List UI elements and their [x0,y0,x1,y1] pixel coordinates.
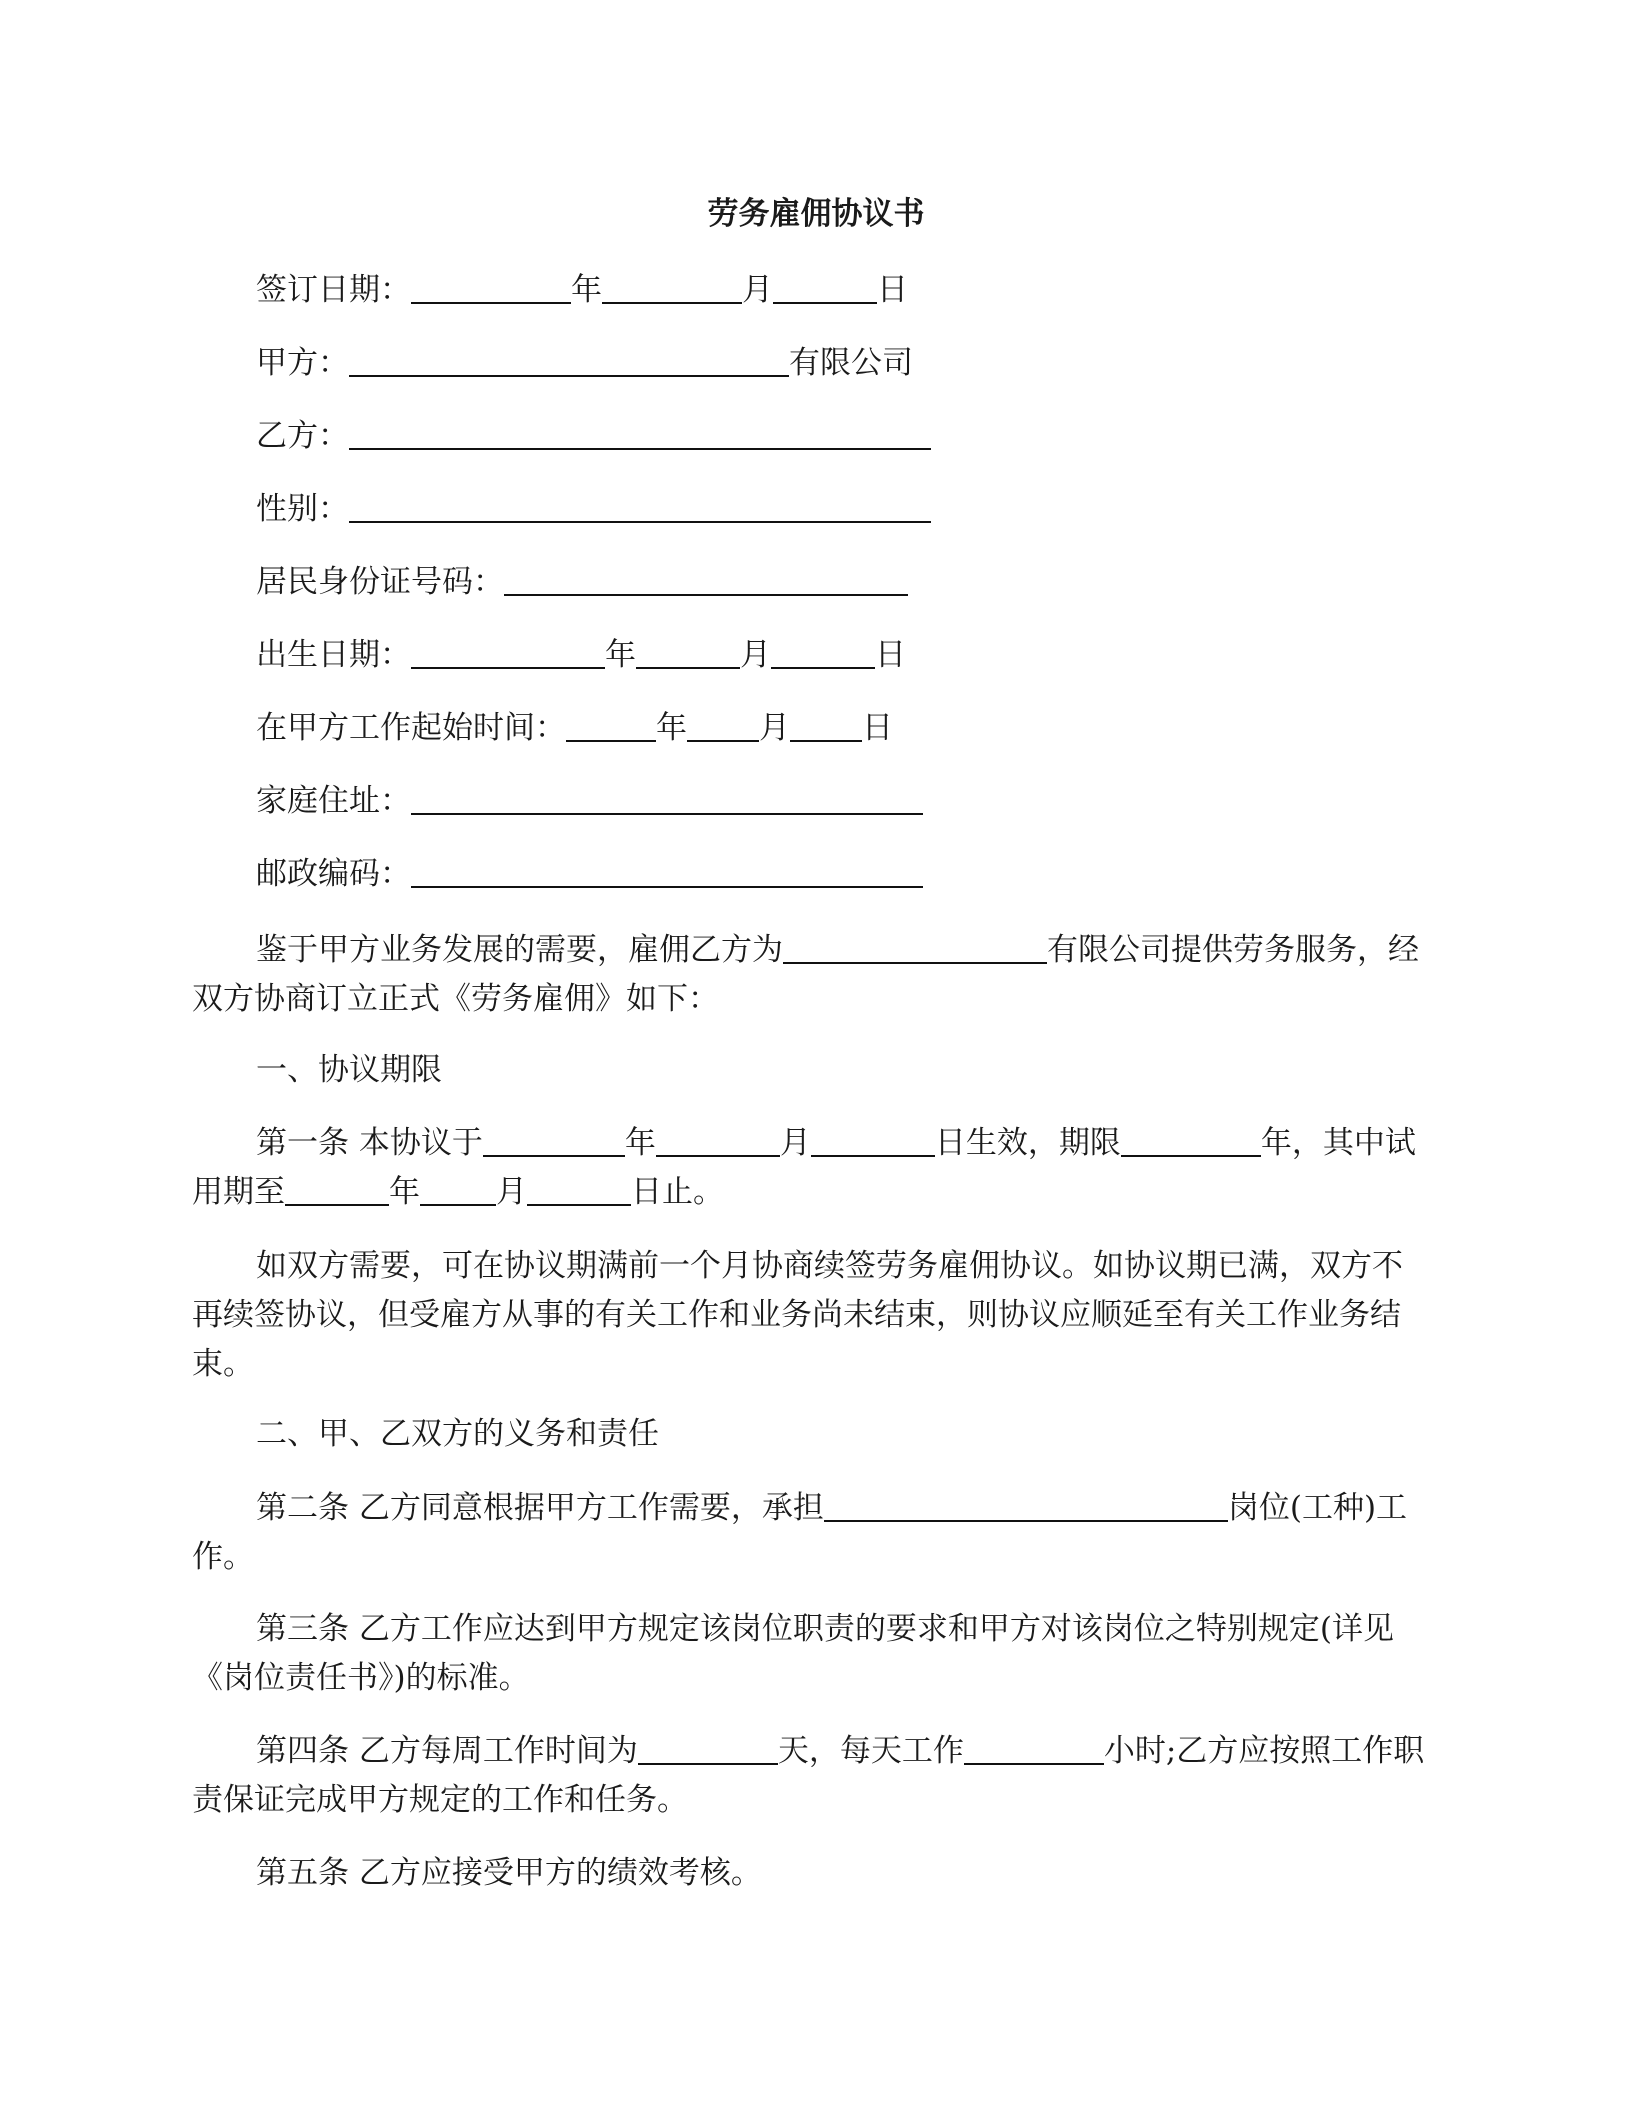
article-5-paragraph [192,1849,1432,1898]
year-text: 年 [571,272,602,308]
year-text: 年 [624,1125,656,1161]
sign-month-blank[interactable] [602,272,742,304]
gender-line [256,487,931,531]
sign-date-line [256,268,908,312]
start-date-line [256,706,893,750]
sign-year-blank[interactable] [411,272,571,304]
preamble-company-blank[interactable] [783,932,1047,964]
birth-year-blank[interactable] [411,637,605,669]
party-a-line [256,341,913,385]
article-4-text: 小时;乙方应按照工作职责保证完成甲方规定的工作和任务。 [192,1733,1425,1818]
day-text: 日 [862,710,893,746]
probation-month-blank[interactable] [420,1174,496,1206]
preamble-paragraph [192,926,1432,1024]
section-2-heading: 二、甲、乙双方的义务和责任 [256,1416,659,1452]
postcode-line [256,852,923,896]
article-3-text: 第三条 乙方工作应达到甲方规定该岗位职责的要求和甲方对该岗位之特别规定(详见《岗位责任书》)的标准。 [192,1611,1394,1696]
effective-day-blank[interactable] [811,1125,935,1157]
article-4-text: 第四条 乙方每周工作时间为 [256,1733,638,1769]
sign-day-blank[interactable] [773,272,877,304]
party-a-blank[interactable] [349,345,789,377]
article-3-paragraph [192,1605,1432,1703]
party-a-label: 甲方： [256,345,349,381]
term-years-blank[interactable] [1121,1125,1261,1157]
year-text: 年 [656,710,687,746]
id-number-line [256,560,908,604]
birth-date-line [256,633,906,677]
month-text: 月 [742,272,773,308]
postcode-blank[interactable] [411,856,923,888]
effective-month-blank[interactable] [656,1125,780,1157]
address-line [256,779,923,823]
start-date-label: 在甲方工作起始时间： [256,710,566,746]
month-text: 月 [759,710,790,746]
start-month-blank[interactable] [687,710,759,742]
preamble-text-2: 有限公司提供劳务服务，经双方协商订立正式《劳务雇佣》如下： [192,932,1419,1017]
article-1-paragraph [192,1119,1432,1217]
party-a-suffix: 有限公司 [789,345,913,381]
position-blank[interactable] [824,1490,1228,1522]
renewal-text: 如双方需要，可在协议期满前一个月协商续签劳务雇佣协议。如协议期已满，双方不再续签协议，但受雇方从事的有关工作和业务尚未结束，则协议应顺延至有关工作业务结束。 [192,1248,1403,1382]
document-title: 劳务雇佣协议书 [707,196,925,232]
preamble-text-1: 鉴于甲方业务发展的需要，雇佣乙方为 [256,932,783,968]
party-b-label: 乙方： [256,418,349,454]
gender-label: 性别： [256,491,349,527]
party-b-line [256,414,931,458]
address-blank[interactable] [411,783,923,815]
article-1-text: 年，其中试用期至 [192,1125,1416,1210]
start-day-blank[interactable] [790,710,862,742]
postcode-label: 邮政编码： [256,856,411,892]
day-text: 日 [875,637,906,673]
month-text: 月 [779,1125,811,1161]
effective-year-blank[interactable] [483,1125,625,1157]
day-text: 日 [877,272,908,308]
id-number-blank[interactable] [504,564,908,596]
article-1-text: 日止。 [631,1174,724,1210]
probation-year-blank[interactable] [285,1174,389,1206]
month-text: 月 [740,637,771,673]
article-1-text: 第一条 本协议于 [256,1125,483,1161]
renewal-paragraph [192,1242,1432,1389]
article-4-text: 天，每天工作 [777,1733,964,1769]
birth-day-blank[interactable] [771,637,875,669]
hours-per-day-blank[interactable] [964,1733,1104,1765]
article-2-text: 第二条 乙方同意根据甲方工作需要，承担 [256,1490,824,1526]
month-text: 月 [496,1174,527,1210]
article-2-text: 岗位(工种)工作。 [192,1490,1408,1575]
article-2-paragraph [192,1484,1432,1582]
probation-day-blank[interactable] [527,1174,631,1206]
id-number-label: 居民身份证号码： [256,564,504,600]
start-year-blank[interactable] [566,710,656,742]
year-text: 年 [605,637,636,673]
section-1-heading: 一、协议期限 [256,1052,442,1088]
birth-month-blank[interactable] [636,637,740,669]
days-per-week-blank[interactable] [638,1733,778,1765]
article-4-paragraph [192,1727,1432,1825]
address-label: 家庭住址： [256,783,411,819]
sign-date-label: 签订日期： [256,272,411,308]
party-b-blank[interactable] [349,418,931,450]
gender-blank[interactable] [349,491,931,523]
article-5-text: 第五条 乙方应接受甲方的绩效考核。 [256,1855,762,1891]
article-1-text: 日生效，期限 [934,1125,1121,1161]
year-text: 年 [389,1174,420,1210]
birth-date-label: 出生日期： [256,637,411,673]
